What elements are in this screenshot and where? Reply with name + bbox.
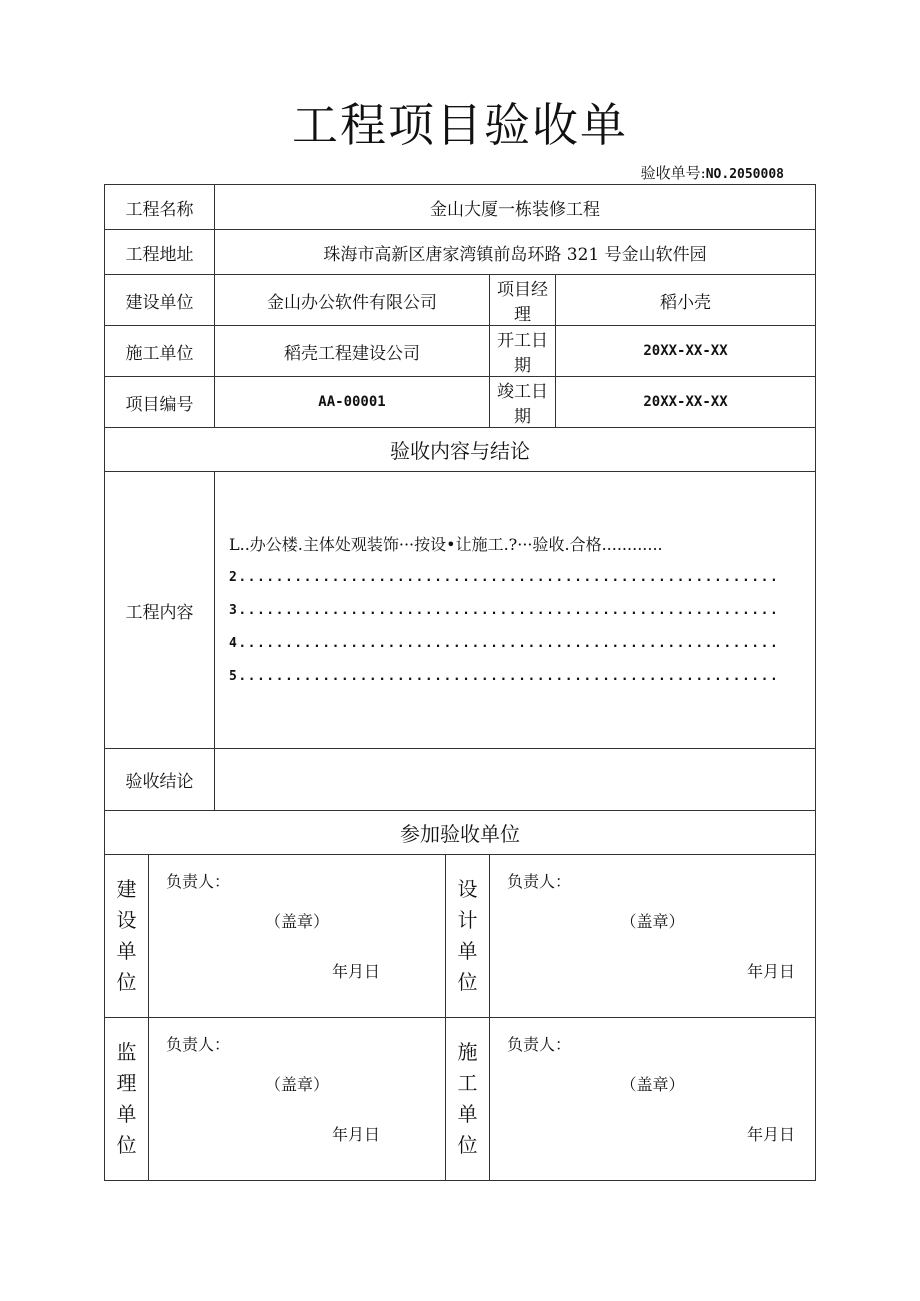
date-label: 年月日 [331, 1125, 380, 1144]
content-line: L..办公楼.主体处观装饰···按设•让施工.?···验收.合格............ [229, 534, 663, 554]
project-no-value: AA-00001 [215, 377, 490, 428]
row-project-no [105, 377, 816, 428]
client-value: 金山办公软件有限公司 [215, 275, 490, 326]
acceptance-section-title: 验收内容与结论 [105, 428, 816, 472]
manager-label [490, 275, 556, 326]
date-label: 年月日 [746, 1125, 795, 1144]
acceptance-form-table [104, 184, 816, 1181]
stamp-label: （盖章） [264, 912, 329, 931]
person-label: 负责人： [166, 1035, 231, 1054]
manager-label-text: 项目经理 [497, 280, 548, 325]
contractor-value: 稻壳工程建设公司 [215, 326, 490, 377]
doc-number-label: 验收单号: [640, 164, 706, 182]
project-name-value: 金山大厦一栋装修工程 [215, 185, 816, 230]
stamp-label: （盖章） [620, 1075, 685, 1094]
content-line: 2.......................................................... [229, 569, 780, 585]
address-value: 珠海市高新区唐家湾镇前岛环路 321 号金山软件园 [215, 230, 816, 275]
date-label: 年月日 [746, 962, 795, 981]
signature-box-construction [490, 1018, 816, 1181]
address-label: 工程地址 [105, 230, 215, 275]
row-participants-2 [105, 1018, 816, 1181]
contractor-label: 施工单位 [105, 326, 215, 377]
document-title: 工程项目验收单 [292, 98, 628, 152]
row-project-name [105, 185, 816, 230]
signature-box-design [490, 855, 816, 1018]
stamp-label: （盖章） [264, 1075, 329, 1094]
content-line: 5.......................................................... [229, 668, 780, 684]
doc-number-value: NO.2050008 [705, 167, 784, 182]
manager-value: 稻小壳 [556, 275, 816, 326]
end-date-value: 20XX-XX-XX [556, 377, 816, 428]
row-address [105, 230, 816, 275]
content-lines [215, 472, 816, 749]
doc-number [641, 162, 784, 186]
conclusion-value [215, 749, 816, 811]
person-label: 负责人： [507, 1035, 572, 1054]
unit-label-design: 设 计 单 位 [446, 855, 490, 1018]
unit-label-construction: 施 工 单 位 [446, 1018, 490, 1181]
content-label: 工程内容 [105, 472, 215, 749]
project-name-label: 工程名称 [105, 185, 215, 230]
end-date-label: 竣工日期 [490, 377, 556, 428]
person-label: 负责人： [507, 872, 572, 891]
row-conclusion [105, 749, 816, 811]
row-participants-1 [105, 855, 816, 1018]
row-client [105, 275, 816, 326]
row-participants-title [105, 811, 816, 855]
unit-label-supervision: 监 理 单 位 [105, 1018, 149, 1181]
start-date-label: 开工日期 [490, 326, 556, 377]
content-line: 4.......................................................... [229, 635, 780, 651]
signature-box-supervision [149, 1018, 446, 1181]
stamp-label: （盖章） [620, 912, 685, 931]
client-label: 建设单位 [105, 275, 215, 326]
row-content [105, 472, 816, 749]
content-line: 3.......................................................... [229, 602, 780, 618]
participants-section-title: 参加验收单位 [105, 811, 816, 855]
date-label: 年月日 [331, 962, 380, 981]
project-no-label: 项目编号 [105, 377, 215, 428]
unit-label-client: 建 设 单 位 [105, 855, 149, 1018]
conclusion-label: 验收结论 [105, 749, 215, 811]
start-date-value: 20XX-XX-XX [556, 326, 816, 377]
person-label: 负责人： [166, 872, 231, 891]
row-contractor [105, 326, 816, 377]
row-acceptance-title [105, 428, 816, 472]
signature-box-client [149, 855, 446, 1018]
